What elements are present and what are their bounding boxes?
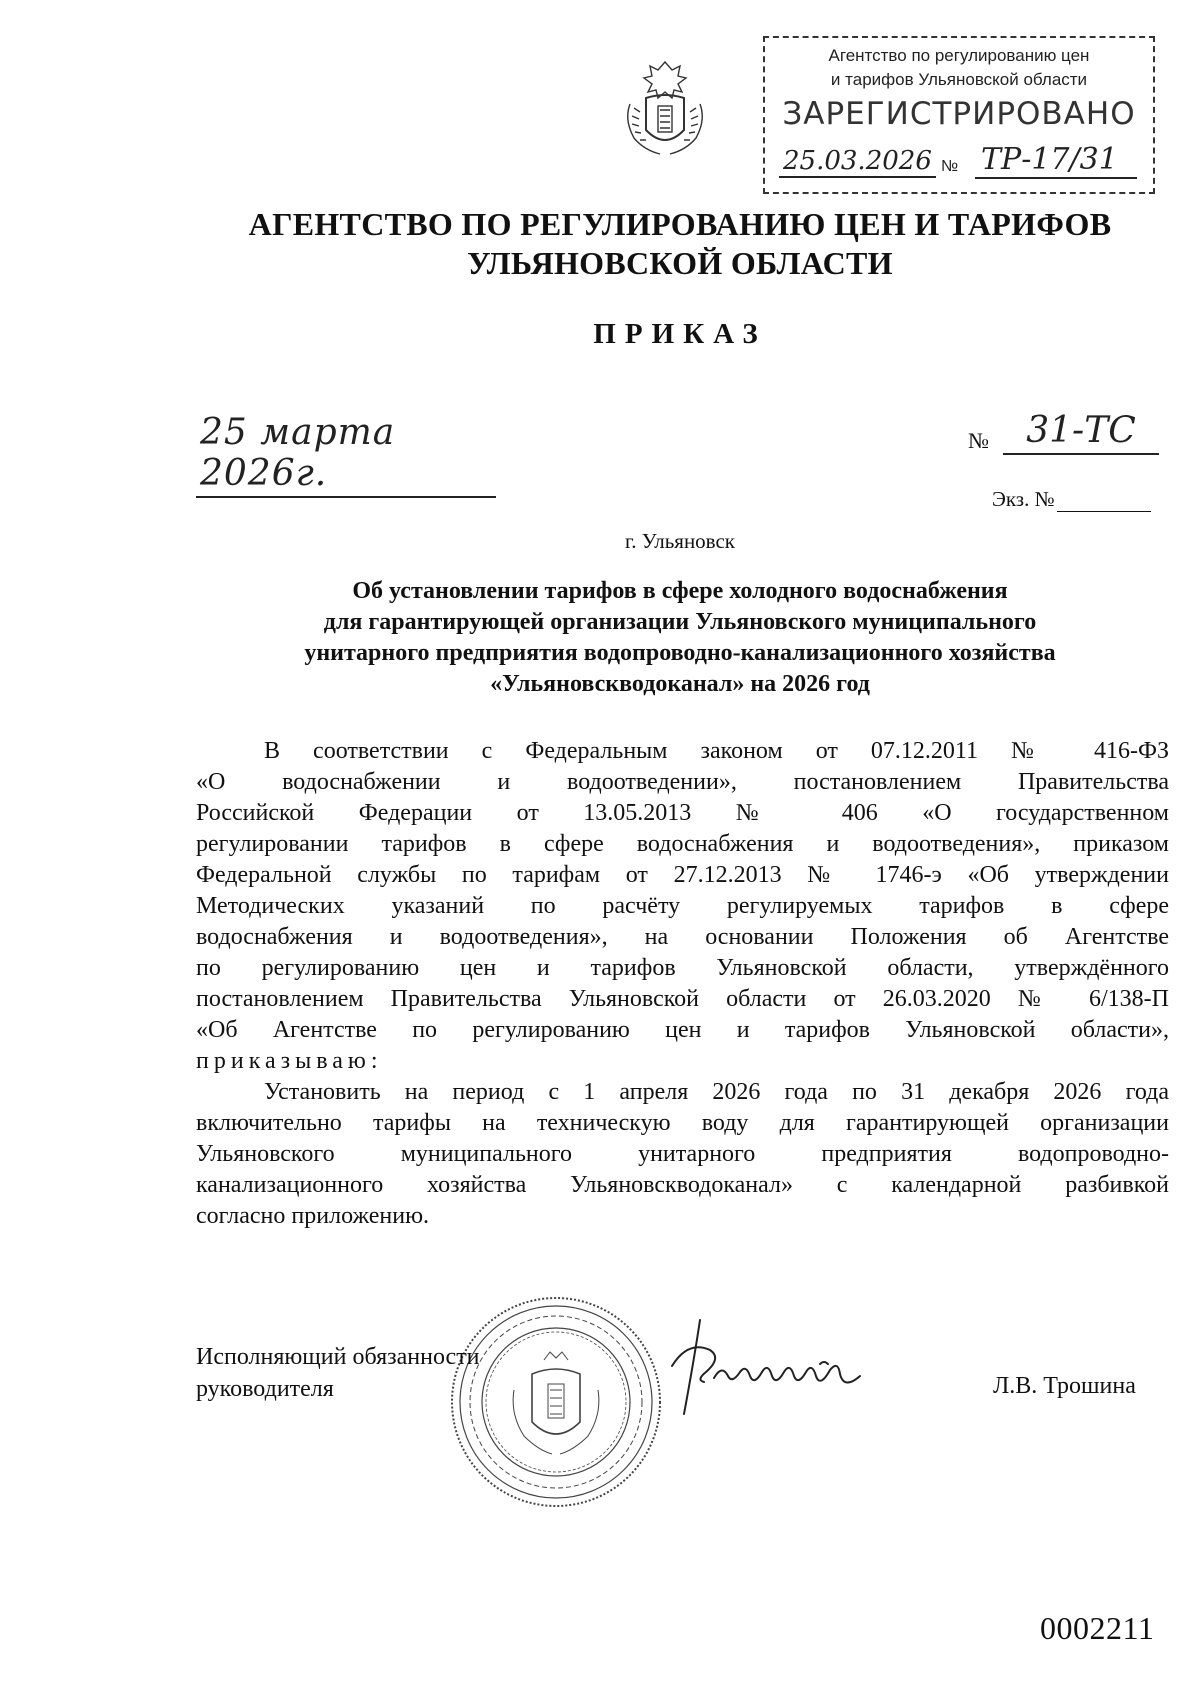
order-number-handwritten: 31-ТС	[1003, 410, 1159, 455]
order-date-handwritten: 25 марта 2026г.	[196, 412, 496, 498]
city-line: г. Ульяновск	[624, 529, 735, 553]
body-line: по регулированию цен и тарифов Ульяновской области, утверждённого	[196, 955, 1169, 981]
body-line: Ульяновского муниципального унитарного предприятия водопроводно-	[196, 1141, 1169, 1167]
stamp-number-label: №	[941, 158, 959, 175]
body-line: В соответствии с Федеральным законом от 07.12.2011 № 416-ФЗ	[264, 738, 1169, 764]
subject-line4: «Ульяновскводоканал» на 2026 год	[490, 671, 870, 697]
body-line: водоснабжения и водоотведения», на основании Положения об Агентстве	[196, 924, 1169, 950]
stamp-registration-date: 25.03.2026	[779, 146, 936, 178]
registration-stamp	[763, 36, 1155, 194]
body-line: канализационного хозяйства Ульяновскводоканал» с календарной разбивкой	[196, 1172, 1169, 1198]
body-line: согласно приложению.	[196, 1203, 430, 1229]
order-number-label: №	[968, 428, 989, 453]
body-line: «О водоснабжении и водоотведении», постановлением Правительства	[196, 769, 1169, 795]
body-line: «Об Агентстве по регулированию цен и тарифов Ульяновской области»,	[196, 1017, 1169, 1043]
copy-number-label: Экз. №	[992, 487, 1055, 511]
subject-line1: Об установлении тарифов в сфере холодного водоснабжения	[352, 578, 1008, 604]
body-line: Методических указаний по расчёту регулируемых тарифов в сфере	[196, 893, 1169, 919]
signatory-position-line1: Исполняющий обязанности	[196, 1344, 480, 1370]
body-line: Российской Федерации от 13.05.2013 № 406 «О государственном	[196, 800, 1169, 826]
agency-title-line1: АГЕНТСТВО ПО РЕГУЛИРОВАНИЮ ЦЕН И ТАРИФОВ	[248, 206, 1112, 242]
handwritten-signature	[670, 1310, 870, 1420]
subject-line3: унитарного предприятия водопроводно-канализационного хозяйства	[304, 640, 1056, 666]
official-seal-image	[448, 1294, 664, 1510]
coat-of-arms-emblem	[620, 58, 710, 158]
body-line-order-word: приказываю:	[196, 1048, 383, 1074]
body-line: Установить на период с 1 апреля 2026 года по 31 декабря 2026 года	[264, 1079, 1169, 1105]
body-line: регулировании тарифов в сфере водоснабжения и водоотведения», приказом	[196, 831, 1169, 857]
copy-number-blank	[1057, 491, 1151, 512]
stamp-registration-number: ТР-17/31	[975, 142, 1137, 179]
stamp-agency-line2: и тарифов Ульяновской области	[830, 70, 1088, 89]
document-type-title: ПРИКАЗ	[593, 318, 767, 350]
stamp-agency-line1: Агентство по регулированию цен	[828, 46, 1090, 65]
agency-title-line2: УЛЬЯНОВСКОЙ ОБЛАСТИ	[467, 245, 893, 281]
body-line: включительно тарифы на техническую воду для гарантирующей организации	[196, 1110, 1169, 1136]
copy-number	[992, 487, 1151, 512]
subject-line2: для гарантирующей организации Ульяновского муниципального	[323, 609, 1037, 635]
signatory-position-line2: руководителя	[196, 1376, 334, 1402]
stamp-status: ЗАРЕГИСТРИРОВАНО	[782, 96, 1136, 132]
signatory-name: Л.В. Трошина	[993, 1373, 1136, 1399]
document-serial-number: 0002211	[1040, 1610, 1155, 1646]
body-line: постановлением Правительства Ульяновской области от 26.03.2020 № 6/138-П	[196, 986, 1169, 1012]
body-line: Федеральной службы по тарифам от 27.12.2013 № 1746-э «Об утверждении	[196, 862, 1169, 888]
